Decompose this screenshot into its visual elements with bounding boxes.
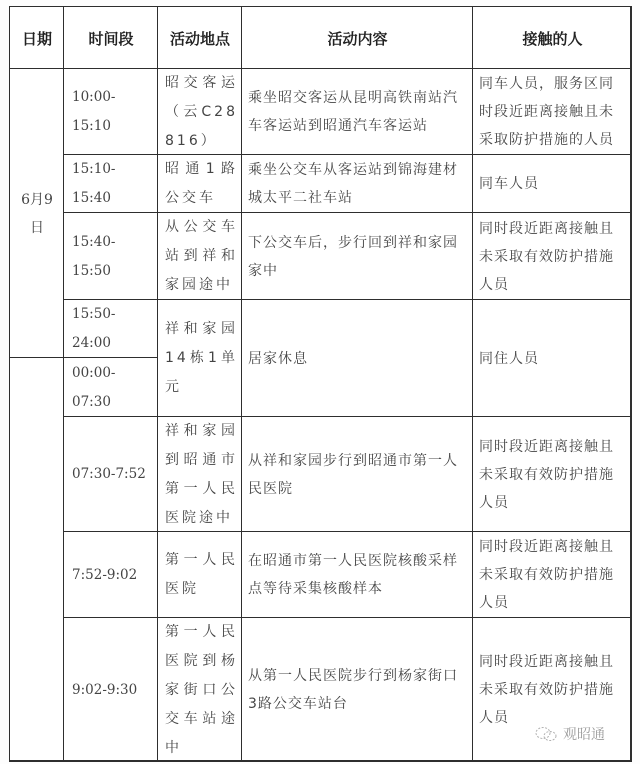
table-right-border <box>630 6 632 762</box>
header-date-label: 日期 <box>21 29 52 48</box>
contacts-text: 同车人员，服务区同时段近距离接触且未采取防护措施的人员 <box>479 76 614 148</box>
watermark <box>535 724 605 744</box>
location-text: 祥和家园14栋1单元 <box>165 321 238 395</box>
table-row-1-time <box>63 154 158 213</box>
activity-text: 从第一人民医院步行到杨家街口3路公交车站台 <box>248 668 458 712</box>
contacts-text: 同时段近距离接触且未采取有效防护措施人员 <box>479 220 614 293</box>
table-row-6-activity <box>241 531 473 618</box>
table-row-6-time <box>63 531 158 618</box>
table-row-2-location <box>157 212 242 300</box>
table-row-5-contacts <box>472 416 632 532</box>
date-cell-1 <box>9 357 64 762</box>
time-text: 15:50-24:00 <box>72 306 116 351</box>
header-time <box>63 6 158 69</box>
location-text: 从公交车站到祥和家园途中 <box>165 219 238 293</box>
header-contacts-label: 接触的人 <box>522 29 583 48</box>
table-row-2-contacts <box>472 212 632 300</box>
table-row-3-activity <box>241 299 473 417</box>
table-row-3-time <box>63 299 158 358</box>
activity-text: 居家休息 <box>248 350 308 367</box>
table-row-0-time <box>63 68 158 155</box>
contacts-text: 同时段近距离接触且未采取有效防护措施人员 <box>479 654 614 726</box>
table-row-5-time <box>63 416 158 532</box>
table-row-2-activity <box>241 212 473 300</box>
header-activity-label: 活动内容 <box>327 29 388 48</box>
wechat-icon <box>535 726 557 742</box>
time-text: 7:52-9:02 <box>72 566 138 583</box>
table-row-7-activity <box>241 617 473 762</box>
location-text: 祥和家园到昭通市第一人民医院途中 <box>165 422 238 526</box>
date-label: 6月9日 <box>21 191 53 236</box>
table-row-0-contacts <box>472 68 632 155</box>
header-time-label: 时间段 <box>88 29 134 48</box>
time-text: 15:10-15:40 <box>72 161 116 206</box>
date-cell-0 <box>9 68 64 358</box>
header-contacts <box>472 6 632 69</box>
table-row-7-location <box>157 617 242 762</box>
header-date <box>9 6 64 69</box>
table-row-1-location <box>157 154 242 213</box>
table-row-5-activity <box>241 416 473 532</box>
table-row-1-activity <box>241 154 473 213</box>
header-location <box>157 6 242 69</box>
table-row-0-location <box>157 68 242 155</box>
time-text: 00:00-07:30 <box>72 364 116 410</box>
time-text: 10:00-15:10 <box>72 89 116 134</box>
header-activity <box>241 6 473 69</box>
table-row-5-location <box>157 416 242 532</box>
contacts-text: 同时段近距离接触且未采取有效防护措施人员 <box>479 438 614 511</box>
time-text: 15:40-15:50 <box>72 233 116 279</box>
table-row-6-location <box>157 531 242 618</box>
table-row-4-time <box>63 357 158 417</box>
table-row-2-time <box>63 212 158 300</box>
location-text: 第一人民医院 <box>165 552 238 597</box>
activity-text: 在昭通市第一人民医院核酸采样点等待采集核酸样本 <box>248 553 458 597</box>
activity-text: 乘坐公交车从客运站到锦海建材城太平二社车站 <box>248 162 458 206</box>
time-text: 07:30-7:52 <box>72 466 146 482</box>
location-text: 昭交客运（云C28816） <box>165 74 238 149</box>
activity-text: 乘坐昭交客运从昆明高铁南站汽车客运站到昭通汽车客运站 <box>248 90 458 134</box>
header-location-label: 活动地点 <box>169 29 230 48</box>
contacts-text: 同住人员 <box>479 350 539 367</box>
table-row-0-activity <box>241 68 473 155</box>
location-text: 昭通1路公交车 <box>165 161 238 206</box>
table-bottom-border <box>9 760 632 762</box>
table-row-3-location <box>157 299 242 417</box>
table-row-1-contacts <box>472 154 632 213</box>
activity-text: 下公交车后，步行回到祥和家园家中 <box>248 234 458 279</box>
watermark-text: 观昭通 <box>563 727 605 743</box>
contacts-text: 同车人员 <box>479 176 539 192</box>
contacts-text: 同时段近距离接触且未采取有效防护措施人员 <box>479 539 614 611</box>
activity-text: 从祥和家园步行到昭通市第一人民医院 <box>248 452 458 497</box>
table-row-3-contacts <box>472 299 632 417</box>
table-row-7-time <box>63 617 158 762</box>
table-row-6-contacts <box>472 531 632 618</box>
time-text: 9:02-9:30 <box>72 681 138 698</box>
location-text: 第一人民医院到杨家街口公交车站途中 <box>165 623 238 756</box>
